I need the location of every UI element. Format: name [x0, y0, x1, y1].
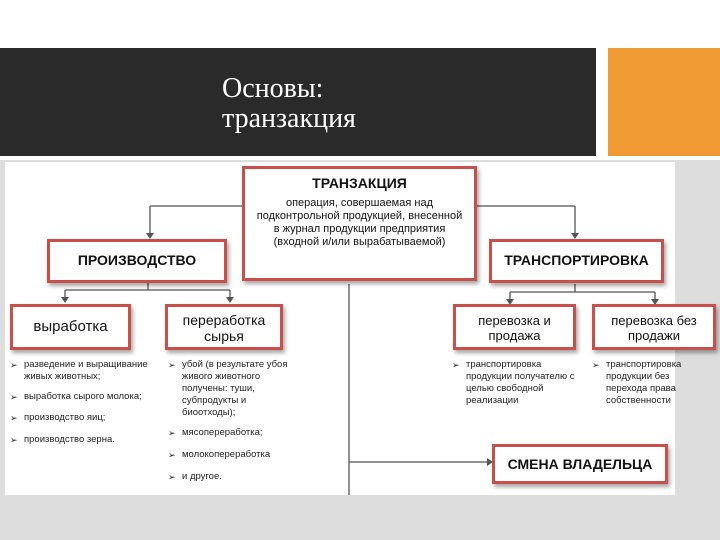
slide-title-line-2: транзакция [222, 103, 356, 134]
transaction-description: операция, совершаемая над подконтрольной продукцией, внесенной в журнал продукции предприятия (входной и/или вырабатываемой) [256, 197, 463, 248]
output-list [10, 359, 148, 454]
sale-title: перевозка и продажа [478, 313, 551, 343]
bullet-text: разведение и выращивание живых животных; [24, 359, 148, 382]
list-item [168, 471, 298, 483]
nosale-title: перевозка без продажи [611, 313, 697, 343]
transport-title: ТРАНСПОРТИРОВКА [504, 252, 649, 268]
bullet-arrow-icon: ➢ [10, 392, 18, 402]
bullet-arrow-icon: ➢ [168, 472, 176, 482]
bullet-text: убой (в результате убоя живого животного получены: туши, субпродукты и биоотходы); [182, 359, 288, 418]
bullet-text: транспортировка продукции без перехода права собственности [606, 359, 682, 406]
arrowhead-processing [226, 297, 234, 303]
processing-box [165, 304, 283, 350]
list-item [10, 359, 148, 383]
bullet-arrow-icon: ➢ [10, 413, 18, 423]
list-item [452, 359, 582, 407]
bullet-text: транспортировка продукции получателю с целью свободной реализации [466, 359, 575, 406]
list-item [10, 412, 148, 424]
bullet-text: и другое. [182, 471, 222, 482]
bullet-arrow-icon: ➢ [452, 360, 460, 370]
list-item [10, 391, 148, 403]
transaction-box [242, 166, 477, 281]
nosale-list [592, 359, 704, 415]
nosale-box [592, 304, 716, 350]
bullet-arrow-icon: ➢ [592, 360, 600, 370]
bullet-arrow-icon: ➢ [168, 360, 176, 370]
bullet-text: выработка сырого молока; [24, 391, 142, 402]
list-item [168, 427, 298, 439]
processing-title: переработка сырья [182, 312, 266, 344]
list-item [168, 449, 298, 461]
sale-box [453, 304, 576, 350]
output-box [10, 304, 131, 350]
bullet-text: молокопереработка [182, 449, 271, 460]
list-item [10, 434, 148, 446]
output-title: выработка [33, 318, 108, 335]
sale-list [452, 359, 582, 415]
bullet-arrow-icon: ➢ [10, 360, 18, 370]
owner-change-box [492, 444, 668, 484]
slide-title-line-1: Основы: [222, 73, 324, 104]
bullet-arrow-icon: ➢ [168, 428, 176, 438]
bullet-arrow-icon: ➢ [10, 435, 18, 445]
production-box [47, 239, 227, 283]
list-item [168, 359, 298, 419]
bullet-arrow-icon: ➢ [168, 450, 176, 460]
bullet-text: мясопереработка; [182, 427, 263, 438]
processing-list [168, 359, 298, 491]
transport-box [489, 239, 664, 283]
arrowhead-output [61, 297, 69, 303]
list-item [592, 359, 704, 407]
transaction-title: ТРАНЗАКЦИЯ [312, 175, 407, 191]
bullet-text: производство зерна. [24, 434, 115, 445]
owner-change-title: СМЕНА ВЛАДЕЛЬЦА [507, 456, 653, 472]
bullet-text: производство яиц; [24, 412, 106, 423]
production-title: ПРОИЗВОДСТВО [77, 252, 197, 268]
